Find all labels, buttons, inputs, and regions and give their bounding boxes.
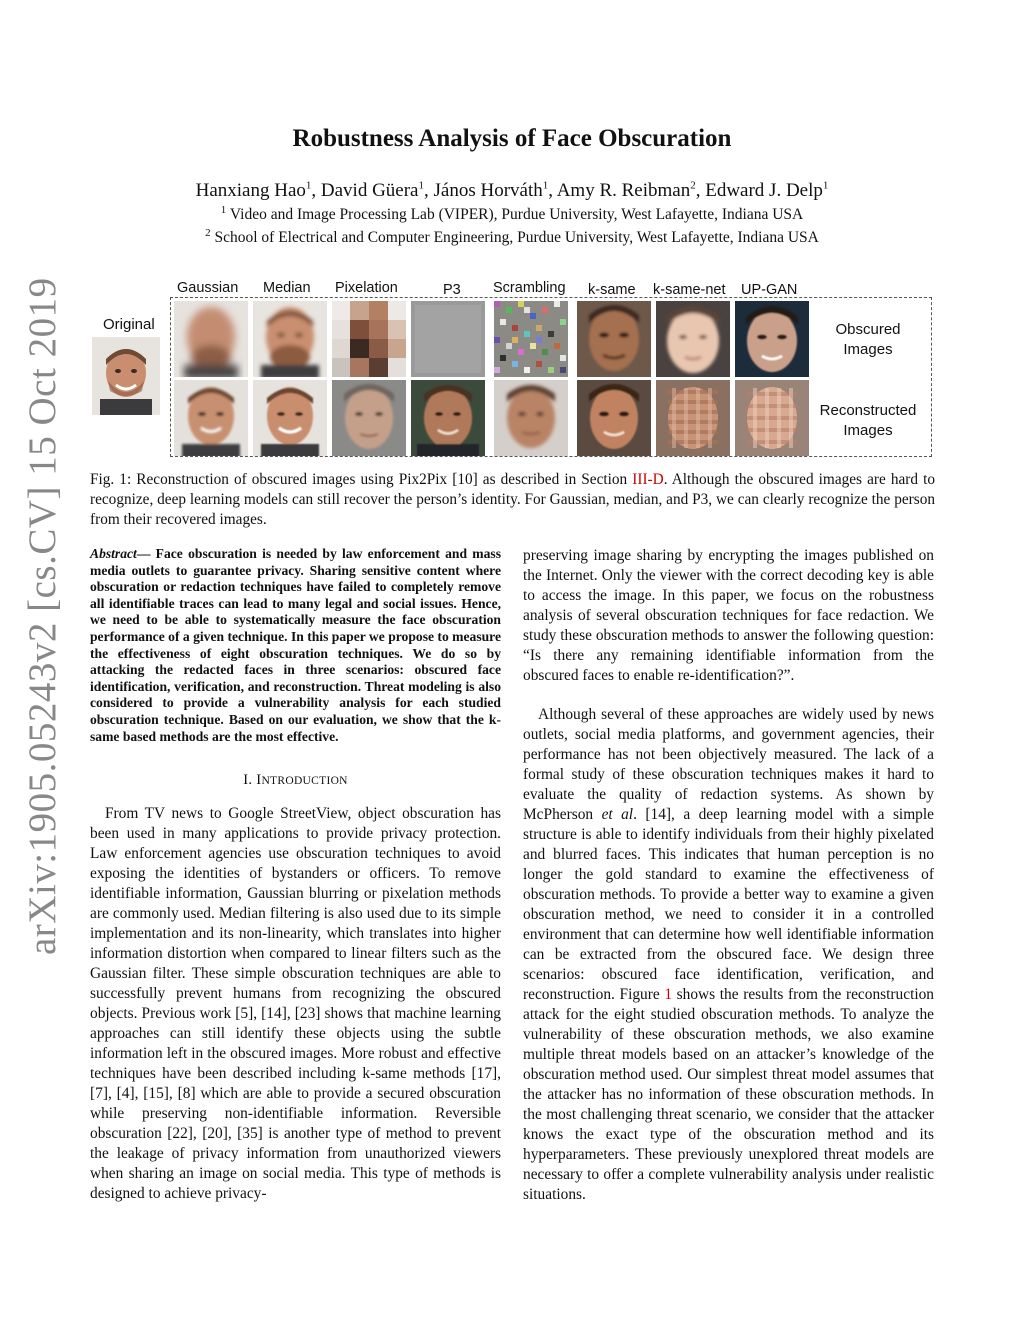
section-reference-link[interactable]: III-D: [632, 471, 664, 488]
obscured-up-gan-image: [735, 301, 809, 377]
reconstructed-scrambling-image: [494, 380, 568, 456]
author: Amy R. Reibman$^2$,: [556, 180, 706, 202]
paper-title: Robustness Analysis of Face Obscuration: [292, 125, 732, 152]
intro-paragraph-2: Although several of these approaches are widely used by news outlets, social media platforms, and government agencies, their performance has not been objectively measured. The lack of a formal study of these obscuration techniques makes it hard to evaluate the quality of redaction systems. As shown by McPherson et al. [14], a deep learning model with a simple structure is able to identify individuals from their highly pixelated and blurred faces. This indicates that human perception is no longer the gold standard to examine the effectiveness of obscuration methods. To provide a better way to examine a given obscuration method, we need to consider it in a controlled environment that can determine how well identifiable information can be extracted from the obscured face. We design three scenarios: obscured face identification, verification, and reconstruction. Figure 1 shows the results from the reconstruction attack for the eight studied obscuration methods. To analyze the vulnerability of these obscuration methods, we also examine multiple threat models based on an attacker’s knowledge of the obscuration method used. Our simplest threat model assumes that the attacker has no information of these obscuration methods. In the most challenging threat scenario, we consider that the attacker knows the exact type of the obscuration method and its hyperparameters. These previously unexplored threat models are necessary to offer a complete vulnerability analysis under realistic situations.: [523, 706, 935, 1203]
author: János Horváth$^1$,: [433, 180, 557, 202]
author: David Güera$^1$,: [320, 180, 434, 202]
reconstructed-gaussian-image: [174, 380, 248, 456]
column-label-median: Median: [263, 280, 311, 296]
column-label-p3: P3: [443, 282, 461, 298]
right-column: [523, 546, 934, 1205]
author-list: [0, 180, 1024, 202]
column-label-k-same-net: k-same-net: [653, 282, 726, 298]
author: Hanxiang Hao$^1$,: [195, 180, 321, 202]
intro-paragraph-1: From TV news to Google StreetView, object obscuration has been used in many applications to provide privacy protection. Law enforcement agencies use obscuration techniques to avoid exposing the identities of bystanders or officers. To remove identifiable information, Gaussian blurring or pixelation methods are commonly used. Median filtering is also used due to its simple implementation and its non-linearity, which translates into higher information distortion when compared to linear filters such as the Gaussian filter. These simple obscuration techniques are able to successfully prevent humans from recognizing the obscured objects. Previous work [5], [14], [23] shows that machine learning approaches can still identify these objects using the subtle information left in the obscured images. More robust and effective techniques have been described including k-same methods [17], [7], [4], [15], [8] which are able to provide a secured obscuration while preserving non-identifiable information. Reversible obscuration [22], [20], [35] is another type of method to prevent the leakage of privacy information from unauthorized viewers when sharing an image on social media. This type of methods is designed to achieve privacy-: [90, 805, 501, 1203]
arxiv-id: arXiv:1905.05243v2 [cs.CV] 15 Oct 2019: [21, 277, 64, 955]
figure-1: [90, 276, 940, 466]
reconstructed-pixelation-image: [332, 380, 406, 456]
intro-paragraph-continued: preserving image sharing by encrypting the images published on the Internet. Only the viewer with the correct decoding key is able to access the image. In this paper, we focus on the robustness analysis of several obscuration techniques for face redaction. We study these obscuration methods to answer the following question: “Is there any remaining identifiable information from the obscured faces to enable re-identification?”.: [523, 547, 934, 684]
original-face-image: [92, 337, 160, 415]
figure-reference-link[interactable]: 1: [664, 986, 673, 1003]
obscured-k-same-image: [577, 301, 651, 377]
reconstructed-median-image: [253, 380, 327, 456]
obscured-scrambling-image: [494, 301, 568, 377]
abstract: Abstract— Face obscuration is needed by law enforcement and mass media outlets to guarantee privacy. Sharing sensitive content where obscuration or redaction techniques have failed to completely remove all identifiable traces can lead to many legal and social issues. Hence, we need to be able to systematically measure the face obscuration performance of a given technique. In this paper we propose to measure the effectiveness of eight obscuration techniques. We do so by attacking the redacted faces in three scenarios: obscured face identification, verification, and reconstruction. Threat modeling is also considered to provide a vulnerability analysis for each studied obscuration technique. Based on our evaluation, we show that the k-same based methods are the most effective.: [90, 546, 501, 744]
arxiv-stamp: [18, 277, 78, 955]
obscured-p3-image: [411, 301, 485, 377]
figure-caption: Fig. 1: Reconstruction of obscured images using Pix2Pix [10] as described in Section III-D. Although the obscured images are hard to recognize, deep learning models can still recover the person’s identity. For Gaussian, median, and P3, we can clearly recognize the person from their recovered images.: [90, 471, 935, 528]
original-label: Original: [103, 316, 155, 333]
author: Edward J. Delp$^1$: [705, 180, 829, 202]
affiliation-2: $^2$ School of Electrical and Computer Engineering, Purdue University, West Lafayette, Indiana USA: [205, 227, 819, 247]
reconstructed-k-same-net-image: [656, 380, 730, 456]
column-label-scrambling: Scrambling: [493, 280, 566, 296]
column-label-gaussian: Gaussian: [177, 280, 239, 296]
row-label-obscured: Obscured Images: [835, 321, 901, 358]
obscured-pixelation-image: [332, 301, 406, 377]
obscured-gaussian-image: [174, 301, 248, 377]
affiliation-1: $^1$ Video and Image Processing Lab (VIPER), Purdue University, West Lafayette, Indiana USA: [220, 204, 804, 224]
reconstructed-p3-image: [411, 380, 485, 456]
reconstructed-k-same-image: [577, 380, 651, 456]
reconstructed-up-gan-image: [735, 380, 809, 456]
column-label-up-gan: UP-GAN: [741, 282, 798, 298]
obscured-median-image: [253, 301, 327, 377]
row-label-reconstructed: Reconstructed Images: [819, 402, 917, 439]
column-label-pixelation: Pixelation: [335, 280, 398, 296]
section-heading-introduction: I. INTRODUCTION: [243, 772, 348, 789]
column-label-k-same: k-same: [588, 282, 636, 298]
left-column: [90, 546, 501, 1204]
obscured-k-same-net-image: [656, 301, 730, 377]
